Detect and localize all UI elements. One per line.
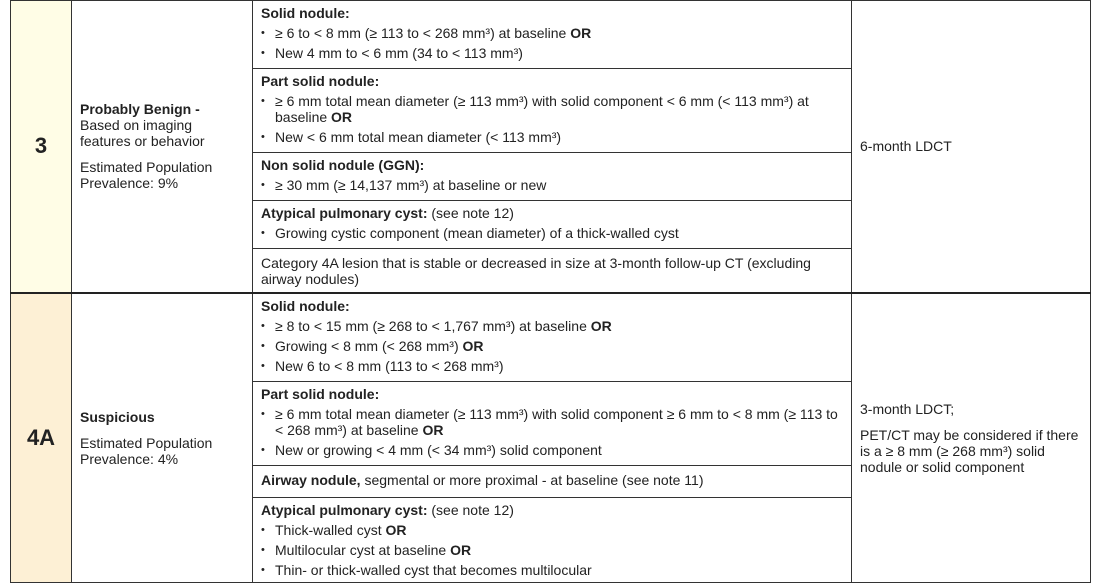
finding-block [253,201,851,249]
list-item: • ≥ 8 to < 15 mm (≥ 268 to < 1,767 mm³) at baseline OR [275,318,843,334]
category-row-3 [11,1,1091,293]
finding-list [261,225,843,241]
list-item: • Thin- or thick-walled cyst that becomes multilocular [275,562,843,578]
list-item: • ≥ 6 to < 8 mm (≥ 113 to < 268 mm³) at baseline OR [275,25,843,41]
category-label: 3 [34,133,48,159]
finding-block [253,69,851,153]
category-label: 4A [26,424,56,450]
description-subtitle: Based on imaging features or behavior [80,117,205,150]
category-cell [11,293,72,583]
finding-list [261,93,843,145]
management-cell [852,293,1091,583]
list-item: • ≥ 6 mm total mean diameter (≥ 113 mm³) with solid component < 6 mm (< 113 mm³) at baseline OR [275,93,843,125]
finding-block [253,294,851,382]
list-item: • Thick-walled cyst OR [275,522,843,538]
description-title: Probably Benign - [80,101,200,118]
management-text: 3-month LDCT; [860,400,955,417]
finding-heading: Solid nodule: [261,297,350,314]
finding-heading: Airway nodule, segmental or more proximal - at baseline (see note 11) [261,471,704,488]
finding-block [253,153,851,201]
list-item: • Multilocular cyst at baseline OR [275,542,843,558]
list-item: • Growing cystic component (mean diameter) of a thick-walled cyst [275,225,843,241]
list-item: • Growing < 8 mm (< 268 mm³) OR [275,338,843,354]
list-item: • New 6 to < 8 mm (113 to < 268 mm³) [275,358,843,374]
finding-list [261,25,843,61]
finding-block [253,249,851,291]
finding-heading: Part solid nodule: [261,385,380,402]
description-cell [72,1,253,293]
description-title: Suspicious [80,408,155,425]
finding-block [253,382,851,466]
list-item: • ≥ 6 mm total mean diameter (≥ 113 mm³) with solid component ≥ 6 mm to < 8 mm (≥ 113 to < 268 mm³) at baseline OR [275,406,843,438]
prevalence-text: Estimated Population Prevalence: 4% [80,434,213,467]
list-item: • ≥ 30 mm (≥ 14,137 mm³) at baseline or new [275,177,843,193]
list-item: • New 4 mm to < 6 mm (34 to < 113 mm³) [275,45,843,61]
finding-list [261,318,843,374]
management-cell [852,1,1091,293]
category-cell [11,1,72,293]
management-note: PET/CT may be considered if there is a ≥ 8 mm (≥ 268 mm³) solid nodule or solid component [860,426,1079,475]
prevalence-text: Estimated Population Prevalence: 9% [80,159,213,192]
finding-block [253,466,851,498]
finding-heading: Atypical pulmonary cyst: (see note 12) [261,501,514,518]
description-cell [72,293,253,583]
category-row-4a [11,293,1091,583]
lung-rads-table [10,0,1091,583]
finding-heading: Non solid nodule (GGN): [261,157,425,173]
finding-heading: Solid nodule: [261,5,350,21]
finding-list [261,522,843,578]
finding-block [253,1,851,69]
management-text: 6-month LDCT [860,138,952,155]
findings-cell [253,293,852,583]
finding-list [261,406,843,458]
list-item: • New < 6 mm total mean diameter (< 113 mm³) [275,129,843,145]
finding-plain-text: Category 4A lesion that is stable or decreased in size at 3-month follow-up CT (excluding airway nodules) [261,255,811,287]
finding-heading: Atypical pulmonary cyst: (see note 12) [261,205,514,221]
finding-list [261,177,843,193]
list-item: • New or growing < 4 mm (< 34 mm³) solid component [275,442,843,458]
finding-block [253,498,851,582]
finding-heading: Part solid nodule: [261,73,380,89]
findings-cell [253,1,852,293]
